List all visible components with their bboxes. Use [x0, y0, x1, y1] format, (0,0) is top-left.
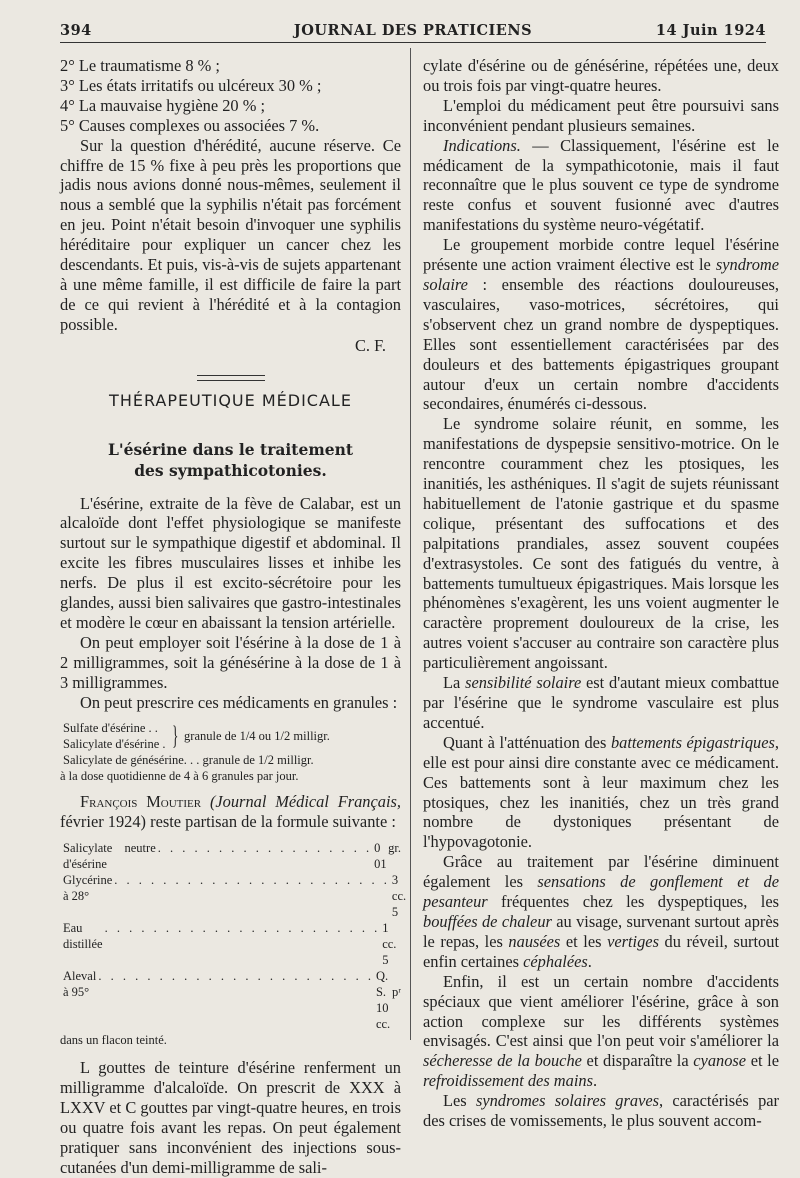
left-column — [60, 56, 407, 1178]
text-span: février 1924) reste partisan de la formule suivante : — [60, 812, 396, 832]
text-span: Quant à l'atténuation des — [443, 732, 611, 752]
paragraph-dose: On peut employer soit l'ésérine à la dose de 1 à 2 milligrammes, soit la génésérine à la dose de 1 à 3 milligrammes. — [60, 632, 401, 692]
formula-row — [63, 920, 401, 968]
page-header — [60, 18, 766, 43]
text-span: , elle est pour ainsi dire constante avec ce médicament. Ces battements sont à leur maximum chez les ptosiques, chez les inanitiés, chez un très grand nombre de dystoniques présentant de l'hypovagotonie. — [423, 732, 779, 852]
formula-granules-group — [63, 720, 401, 752]
text-span: du réveil, surtout enfin certaines — [423, 931, 779, 971]
emphasis: bouffées de chaleur — [423, 911, 552, 931]
column-divider — [410, 48, 411, 1040]
text-span: : ensemble des réactions douloureuses, vasculaires, vaso-motrices, sécrétoires, qui s'observent chez un grand nombre de dyspeptiques. Elles sont essentiellement caractérisées par des douleurs et des battements épigastriques groupant autour d'eux un certain nombre d'accidents secondaires, énumérés ci-dessous. — [423, 274, 779, 414]
formula-granules — [60, 720, 401, 784]
formula-row — [63, 968, 401, 1032]
formula-row — [63, 840, 401, 872]
paragraph-moutier — [60, 792, 401, 832]
formula-ingredient: Aleval à 95° — [63, 969, 97, 1000]
formula-names — [63, 720, 166, 752]
text-span: , caractérisés par des crises de vomissements, le plus souvent accom- — [423, 1091, 780, 1131]
formula-quantity: 0 gr. 01 — [374, 841, 401, 872]
formula-ingredient: Glycérine à 28° — [63, 873, 113, 904]
page-number: 394 — [60, 22, 92, 39]
formula-moutier — [60, 840, 407, 1048]
list-item: 4° La mauvaise hygiène 20 % ; — [60, 95, 266, 115]
paragraph-enfin — [423, 972, 779, 1091]
paragraph-intro: L'ésérine, extraite de la fève de Calabar, est un alcaloïde dont l'effet physiologique se manifeste surtout sur le sympathique digestif et abdominal. Il excite les fibres musculaires lisses et inhibe les nerfs. De plus il est excito-sécrétoire pour les glandes, aussi bien salivaires que gastro-intestinales et modère le cœur en abaissant la tension artérielle. — [60, 493, 401, 632]
formula-ingredient: Eau distillée — [63, 921, 103, 952]
paragraph-emploi: L'emploi du médicament peut être poursuivi sans inconvénient pendant plusieurs semaines. — [423, 95, 779, 135]
cause-list — [60, 56, 401, 136]
emphasis: refroidissement des mains — [423, 1071, 593, 1091]
emphasis: cyanose — [693, 1051, 747, 1071]
paragraph-prescrire: On peut prescrire ces médicaments en granules : — [80, 692, 398, 712]
journal-ref: (Journal Médical Français, — [209, 792, 401, 812]
emphasis: sensibilité solaire — [465, 673, 582, 693]
formula-line: Sulfate d'ésérine . . — [63, 721, 158, 736]
formula-ingredient: Salicylate neutre d'ésérine — [63, 841, 156, 872]
formula-quantity: Q. S. pʳ 10 cc. — [375, 969, 401, 1032]
text-span: — Classiquement, l'ésérine est le médicament de la sympathicotonie, mais il faut reconnaître que le plus souvent ce type de syndrome reste confus et souvent fusionné avec d'autres manifestations du système neuro-végétatif. — [423, 135, 779, 235]
emphasis: battements épigastriques — [610, 732, 775, 752]
list-item: 2° Le traumatisme 8 % ; — [60, 56, 220, 75]
section-title: THÉRAPEUTIQUE MÉDICALE — [109, 390, 352, 410]
paragraph-syndromes-graves — [423, 1091, 779, 1131]
formula-footer: dans un flacon teinté. — [60, 1033, 167, 1048]
section-separator — [197, 375, 265, 381]
emphasis: syndrome solaire — [423, 255, 779, 294]
emphasis: sécheresse de la bouche — [423, 1051, 582, 1071]
text-span: Les — [443, 1091, 476, 1111]
list-item: 5° Causes complexes ou associées 7 %. — [60, 115, 320, 135]
dot-leader: . . . . . . . . . . . . . . . . . . — [157, 841, 373, 856]
journal-title: JOURNAL DES PRATICIENS — [293, 22, 533, 39]
formula-line: Salicylate d'ésérine . — [63, 737, 166, 752]
formula-quantity: 1 cc. 5 — [382, 921, 397, 968]
issue-date: 14 Juin 1924 — [655, 22, 766, 39]
dot-leader: . . . . . . . . . . . . . . . . . . . . . . . — [114, 873, 390, 888]
indications-label: Indications. — [443, 135, 521, 155]
brace: } — [171, 721, 178, 751]
emphasis: sensations de gonflement et de pesanteur — [423, 872, 779, 912]
paragraph-gouttes: L gouttes de teinture d'ésérine renferment un milligramme d'alcaloïde. On prescrit de XXX à LXXV et C gouttes par vingt-quatre heures, en trois ou quatre fois avant les repas. On peut également pratiquer sans inconvénient des injections sous-cutanées d'un demi-milligramme de sali- — [60, 1058, 401, 1177]
formula-row — [63, 872, 407, 920]
text-span: et disparaître la — [581, 1051, 694, 1071]
paragraph-heredite: Sur la question d'hérédité, aucune réserve. Ce chiffre de 15 % fixe à peu près les proportions que jadis nous avions donné nous-mêmes, seulement il nous a semblé que la syphilis n'était pas forcément en jeu. Point n'était besoin d'invoquer une syphilis héréditaire pour expliquer un cancer chez les descendants. Et puis, vis-à-vis de sujets appartenant à une même famille, il est difficile de faire la part de ce qui revient à l'hérédité et à la contagion possible. — [60, 135, 401, 334]
emphasis: vertiges — [607, 931, 659, 951]
article-title-line-1: L'ésérine dans le traitement — [107, 439, 354, 459]
formula-quantity: 3 cc. 5 — [391, 873, 407, 920]
text-span: La — [443, 673, 466, 693]
right-column — [423, 56, 779, 1131]
formula-line: granule de 1/4 ou 1/2 milligr. — [184, 729, 330, 744]
emphasis: syndromes solaires graves — [475, 1091, 659, 1111]
text-span: et le — [746, 1051, 779, 1071]
paragraph-grace — [423, 852, 779, 971]
text-span: et les — [560, 931, 608, 951]
author-signature: C. F. — [354, 335, 386, 355]
formula-line: à la dose quotidienne de 4 à 6 granules par jour. — [60, 769, 299, 784]
author-name: François Moutier — [80, 792, 202, 812]
formula-line: Salicylate de génésérine. . . granule de 1/2 milligr. — [63, 753, 314, 768]
paragraph-groupement — [423, 235, 779, 414]
list-item: 3° Les états irritatifs ou ulcéreux 30 % ; — [60, 75, 322, 95]
paragraph-indications — [423, 136, 779, 236]
paragraph-syndrome: Le syndrome solaire réunit, en somme, les manifestations de dyspepsie sensitivo-motrice. On le rencontre couramment chez les ptosiques, les inanitiés, les asthéniques. Il s'agit de sujets réunissant habituellement de l'atonie gastrique et du spasme colique, présentant des suffocations et des palpitations prandiales, assez souvent coupées d'extrasystoles. Ce sont des fatigués du ventre, à battements tumultueux épigastriques. Mais lorsque les phénomènes s'exagèrent, les uns voient augmenter le caractère proprement douloureux de la crise, les autres voient s'accuser au contraire son caractère plus particulièrement angoissant. — [423, 414, 779, 673]
emphasis: nausées — [508, 931, 561, 951]
text-span: fréquentes chez les dyspeptiques, les — [487, 892, 779, 912]
text-span: . — [592, 1071, 598, 1091]
text-span: Grâce au traitement par l'ésérine diminuent également les — [423, 852, 779, 892]
text-span: au visage, survenant surtout après le repas, les — [423, 911, 780, 951]
text-span: Enfin, il est un certain nombre d'accidents spéciaux que vient améliorer l'ésérine, grâce à son action complexe sur les différents systèmes envisagés. C'est ainsi que l'on peut voir s'améliorer la — [423, 971, 779, 1051]
dot-leader: . . . . . . . . . . . . . . . . . . . . . . . — [104, 921, 381, 936]
paragraph-battements — [423, 733, 779, 852]
emphasis: céphalées — [523, 951, 588, 971]
dot-leader: . . . . . . . . . . . . . . . . . . . . . . . — [98, 969, 374, 984]
paragraph-continued: cylate d'ésérine ou de génésérine, répétées une, deux ou trois fois par vingt-quatre heures. — [423, 56, 779, 95]
text-span: . — [587, 951, 592, 971]
paragraph-sensibilite — [423, 673, 779, 733]
article-title-line-2: des sympathicotonies. — [134, 460, 327, 480]
article-title — [60, 439, 401, 481]
text-span: Le groupement morbide contre lequel l'ésérine présente une action vraiment élective est le — [423, 235, 779, 275]
text-span: est d'autant mieux combattue par l'ésérine que le syndrome vasculaire est plus accentué. — [423, 673, 779, 732]
